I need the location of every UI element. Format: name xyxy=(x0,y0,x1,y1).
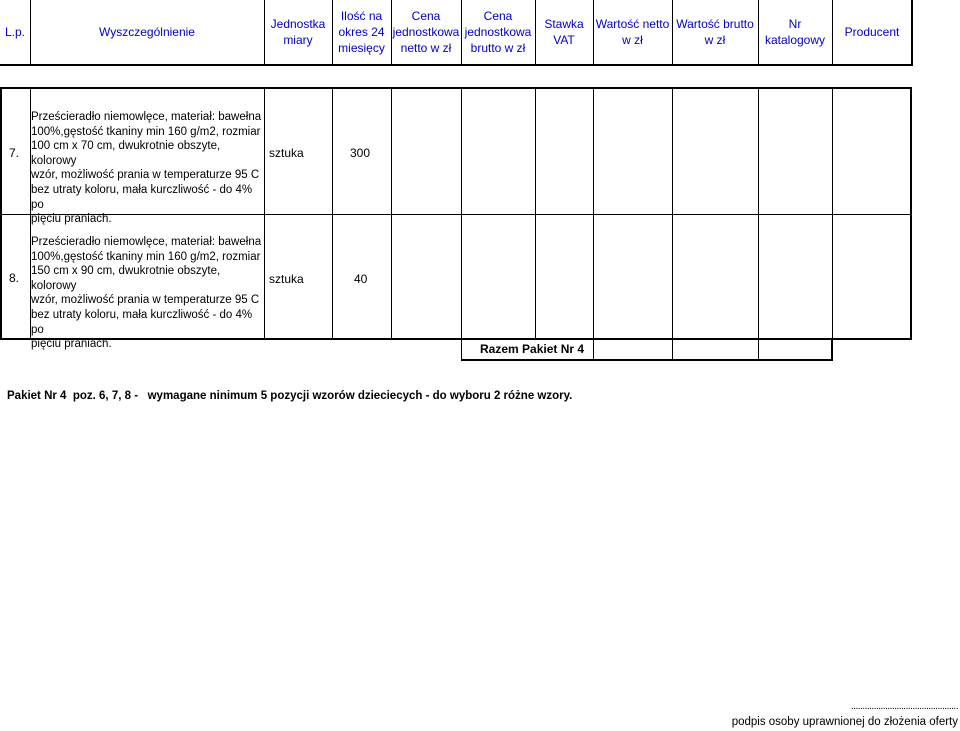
summary-box-divider xyxy=(672,339,673,360)
header-divider xyxy=(30,0,31,65)
row-8-description: Prześcieradło niemowlęce, materiał: bawełna 100%,gęstość tkaniny min 160 g/m2, rozmiar 150 cm x 90 cm, dwukrotnie obszyte, kolorowy wzór, możliwość prania w temperaturze 95 C bez utraty koloru, mała kurczliwość - do 4% po pięciu praniach. xyxy=(31,236,262,351)
row-8-unit: sztuka xyxy=(269,272,304,286)
table-left-border xyxy=(0,87,2,340)
header-divider xyxy=(391,0,392,65)
signature-dots: ............................................... xyxy=(850,701,958,712)
header-divider xyxy=(461,0,462,65)
header-catalog-number: Nr katalogowy xyxy=(764,17,826,47)
summary-box-divider xyxy=(758,339,759,360)
row-7-quantity: 300 xyxy=(350,146,371,160)
column-divider xyxy=(672,88,673,339)
row-8-quantity: 40 xyxy=(354,272,368,286)
summary-label: Razem Pakiet Nr 4 xyxy=(480,342,585,356)
column-divider xyxy=(758,88,759,339)
header-unit-price-gross: Cena jednostkowa brutto w zł xyxy=(464,9,532,55)
header-divider xyxy=(593,0,594,65)
column-divider xyxy=(332,88,333,339)
header-quantity: Ilość na okres 24 miesięcy xyxy=(338,9,385,55)
summary-box-divider xyxy=(593,339,594,360)
header-description: Wyszczególnienie xyxy=(99,25,195,39)
row-7-description: Prześcieradło niemowlęce, materiał: bawełna 100%,gęstość tkaniny min 160 g/m2, rozmiar 100 cm x 70 cm, dwukrotnie obszyte, kolorowy wzór, możliwość prania w temperaturze 95 C bez utraty koloru, mała kurczliwość - do 4% po pięciu praniach. xyxy=(31,111,262,226)
signature-caption: podpis osoby uprawnionej do złożenia oferty xyxy=(731,716,958,728)
header-vat-rate: Stawka VAT xyxy=(544,17,584,47)
column-divider xyxy=(264,88,265,339)
header-lp: L.p. xyxy=(4,25,25,39)
summary-box-left-border xyxy=(461,339,462,360)
row-7-unit: sztuka xyxy=(269,146,304,160)
header-divider xyxy=(535,0,536,65)
header-divider xyxy=(832,0,833,65)
header-divider xyxy=(672,0,673,65)
table-right-border xyxy=(910,87,912,340)
header-producer: Producent xyxy=(844,25,900,39)
header-divider xyxy=(264,0,265,65)
column-divider xyxy=(593,88,594,339)
header-unit: Jednostka miary xyxy=(270,17,326,47)
header-right-border xyxy=(911,0,913,66)
summary-box-right-border xyxy=(831,339,833,360)
row-8-lp: 8. xyxy=(9,271,20,285)
column-divider xyxy=(391,88,392,339)
header-bottom-border xyxy=(0,64,912,66)
column-divider xyxy=(461,88,462,339)
header-value-gross: Wartość brutto w zł xyxy=(676,17,754,47)
header-divider xyxy=(758,0,759,65)
header-unit-price-net: Cena jednostkowa netto w zł xyxy=(392,9,460,55)
column-divider xyxy=(535,88,536,339)
column-divider xyxy=(832,88,833,339)
table-top-border xyxy=(0,87,912,89)
summary-box-bottom-border xyxy=(461,359,833,361)
row-7-lp: 7. xyxy=(9,146,20,160)
header-divider xyxy=(332,0,333,65)
package-note: Pakiet Nr 4 poz. 6, 7, 8 - wymagane ninimum 5 pozycji wzorów dzieciecych - do wyboru 2 różne wzory. xyxy=(7,390,573,402)
header-value-net: Wartość netto w zł xyxy=(595,17,670,47)
